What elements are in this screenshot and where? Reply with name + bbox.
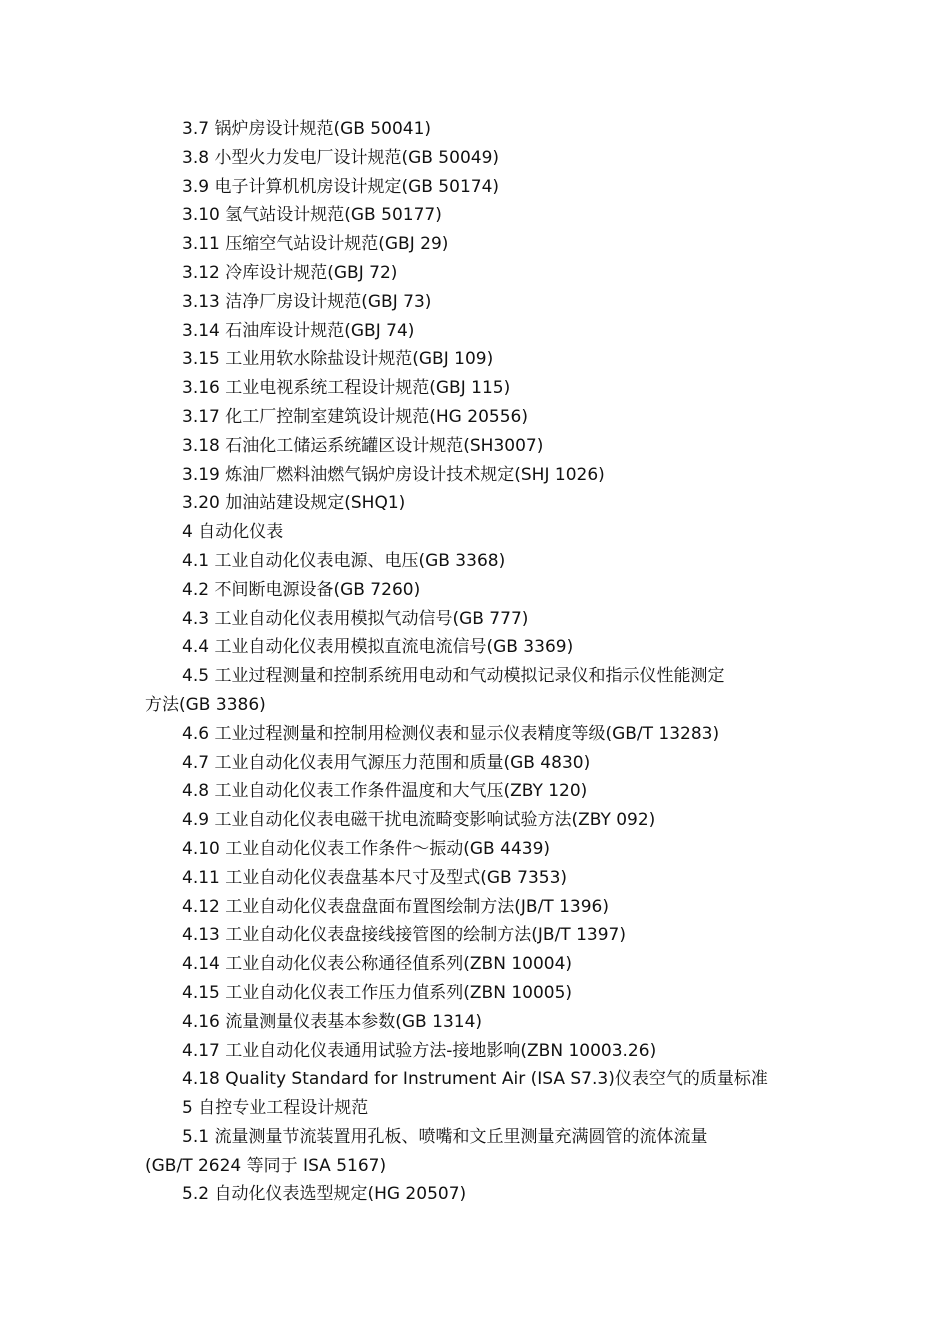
text-line: 3.19 炼油厂燃料油燃气锅炉房设计技术规定(SHJ 1026) <box>182 464 605 485</box>
text-line: 4.18 Quality Standard for Instrument Air (ISA S7.3)仪表空气的质量标准 <box>182 1069 768 1090</box>
text-line: 4.5 工业过程测量和控制系统用电动和气动模拟记录仪和指示仪性能测定 <box>182 666 725 687</box>
text-line: 3.9 电子计算机机房设计规定(GB 50174) <box>182 176 500 197</box>
text-line: 4.17 工业自动化仪表通用试验方法-接地影响(ZBN 10003.26) <box>182 1040 657 1061</box>
text-line: 4.11 工业自动化仪表盘基本尺寸及型式(GB 7353) <box>182 867 568 888</box>
text-line: 4.9 工业自动化仪表电磁干扰电流畸变影响试验方法(ZBY 092) <box>182 810 656 831</box>
text-line: 4.12 工业自动化仪表盘盘面布置图绘制方法(JB/T 1396) <box>182 896 609 917</box>
text-line: 3.20 加油站建设规定(SHQ1) <box>182 493 406 514</box>
text-line: 方法(GB 3386) <box>145 694 266 715</box>
text-line: (GB/T 2624 等同于 ISA 5167) <box>145 1155 387 1176</box>
text-line: 4.10 工业自动化仪表工作条件～振动(GB 4439) <box>182 838 551 859</box>
text-line: 3.15 工业用软水除盐设计规范(GBJ 109) <box>182 349 494 370</box>
text-line: 3.18 石油化工储运系统罐区设计规范(SH3007) <box>182 435 544 456</box>
text-line: 5.1 流量测量节流装置用孔板、喷嘴和文丘里测量充满圆管的流体流量 <box>182 1126 708 1147</box>
text-line: 3.8 小型火力发电厂设计规范(GB 50049) <box>182 147 500 168</box>
text-line: 5 自控专业工程设计规范 <box>182 1098 369 1119</box>
text-line: 4.15 工业自动化仪表工作压力值系列(ZBN 10005) <box>182 982 573 1003</box>
text-line: 3.13 洁净厂房设计规范(GBJ 73) <box>182 291 432 312</box>
text-line: 5.2 自动化仪表选型规定(HG 20507) <box>182 1184 467 1205</box>
text-line: 4.3 工业自动化仪表用模拟气动信号(GB 777) <box>182 608 529 629</box>
text-line: 4.13 工业自动化仪表盘接线接管图的绘制方法(JB/T 1397) <box>182 925 626 946</box>
text-line: 4.2 不间断电源设备(GB 7260) <box>182 579 421 600</box>
text-line: 3.7 锅炉房设计规范(GB 50041) <box>182 119 432 139</box>
text-line: 4 自动化仪表 <box>182 522 284 543</box>
text-line: 3.11 压缩空气站设计规范(GBJ 29) <box>182 234 449 255</box>
text-line: 4.1 工业自动化仪表电源、电压(GB 3368) <box>182 550 506 571</box>
text-line: 4.6 工业过程测量和控制用检测仪表和显示仪表精度等级(GB/T 13283) <box>182 723 720 744</box>
text-line: 4.7 工业自动化仪表用气源压力范围和质量(GB 4830) <box>182 752 591 773</box>
text-line: 3.16 工业电视系统工程设计规范(GBJ 115) <box>182 378 511 399</box>
text-line: 4.16 流量测量仪表基本参数(GB 1314) <box>182 1011 483 1032</box>
text-line: 4.4 工业自动化仪表用模拟直流电流信号(GB 3369) <box>182 637 574 658</box>
text-line: 4.8 工业自动化仪表工作条件温度和大气压(ZBY 120) <box>182 781 588 802</box>
text-line: 4.14 工业自动化仪表公称通径值系列(ZBN 10004) <box>182 954 573 975</box>
text-line: 3.14 石油库设计规范(GBJ 74) <box>182 320 415 341</box>
document-body <box>145 115 805 1209</box>
text-line: 3.10 氢气站设计规范(GB 50177) <box>182 205 442 226</box>
text-line: 3.12 冷库设计规范(GBJ 72) <box>182 262 398 283</box>
text-line: 3.17 化工厂控制室建筑设计规范(HG 20556) <box>182 406 528 427</box>
